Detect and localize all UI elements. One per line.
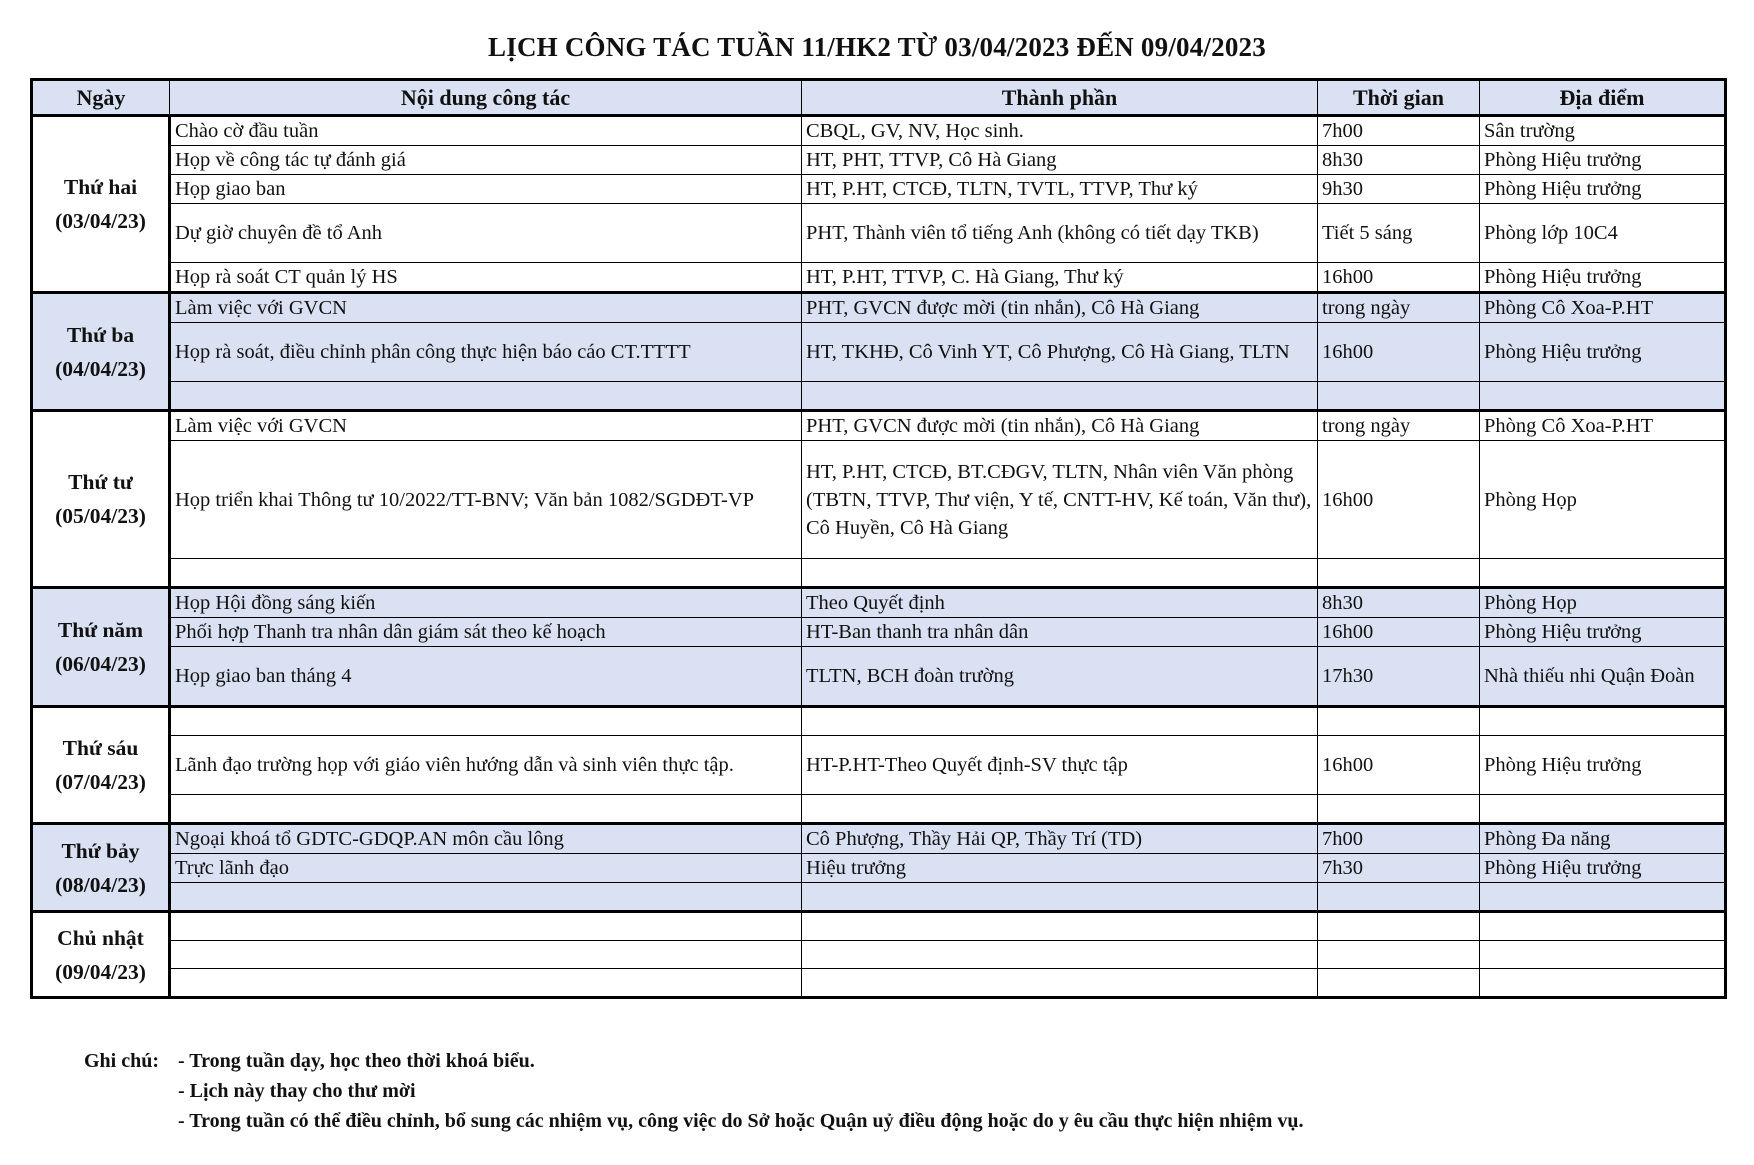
note-line: - Trong tuần có thể điều chỉnh, bổ sung các nhiệm vụ, công việc do Sở hoặc Quận uỷ điều động hoặc do y êu cầu thực hiện nhiệm vụ. [178,1110,1304,1132]
table-row [32,941,1726,969]
table-row [32,175,1726,204]
cell-content: Ngoại khoá tổ GDTC-GDQP.AN môn cầu lông [170,824,802,854]
table-row [32,263,1726,293]
cell-time [1318,707,1480,736]
table-row [32,795,1726,824]
table-row [32,647,1726,707]
day-date: (06/04/23) [55,652,146,676]
cell-place: Phòng Đa năng [1480,824,1726,854]
cell-content [170,382,802,411]
cell-content: Làm việc với GVCN [170,293,802,323]
cell-members: HT, PHT, TTVP, Cô Hà Giang [802,146,1318,175]
cell-place: Phòng Hiệu trưởng [1480,736,1726,795]
day-date: (03/04/23) [55,209,146,233]
note-line: - Lịch này thay cho thư mời [178,1080,416,1102]
cell-time [1318,941,1480,969]
cell-content: Dự giờ chuyên đề tổ Anh [170,204,802,263]
cell-place: Phòng lớp 10C4 [1480,204,1726,263]
cell-place: Phòng Hiệu trưởng [1480,146,1726,175]
cell-place [1480,559,1726,588]
cell-members [802,707,1318,736]
schedule-body [32,116,1726,998]
cell-place: Phòng Hiệu trưởng [1480,854,1726,883]
cell-place: Phòng Hiệu trưởng [1480,618,1726,647]
table-row [32,854,1726,883]
schedule-table [30,78,1727,999]
cell-time [1318,795,1480,824]
cell-members [802,941,1318,969]
day-name: Thứ ba [66,322,135,347]
day-name: Chủ nhật [57,925,144,950]
cell-time: trong ngày [1318,293,1480,323]
day-cell [32,293,170,411]
notes-label: Ghi chú: [84,1050,160,1072]
cell-members: HT, P.HT, CTCĐ, TLTN, TVTL, TTVP, Thư ký [802,175,1318,204]
day-date: (09/04/23) [55,959,146,984]
cell-time: 7h00 [1318,824,1480,854]
cell-time: 9h30 [1318,175,1480,204]
cell-place: Phòng Hiệu trưởng [1480,175,1726,204]
table-row [32,736,1726,795]
cell-time: Tiết 5 sáng [1318,204,1480,263]
cell-content: Lãnh đạo trường họp với giáo viên hướng dẫn và sinh viên thực tập. [170,736,802,795]
cell-place [1480,707,1726,736]
cell-place [1480,883,1726,912]
table-row [32,146,1726,175]
cell-time [1318,969,1480,998]
cell-content: Chào cờ đầu tuần [170,116,802,146]
cell-time: 16h00 [1318,441,1480,559]
cell-members: HT, TKHĐ, Cô Vinh YT, Cô Phượng, Cô Hà Giang, TLTN [802,323,1318,382]
day-cell [32,116,170,293]
cell-members: HT, P.HT, CTCĐ, BT.CĐGV, TLTN, Nhân viên Văn phòng (TBTN, TTVP, Thư viện, Y tế, CNTT-HV, Kế toán, Văn thư), Cô Huyền, Cô Hà Giang [802,441,1318,559]
cell-place [1480,795,1726,824]
table-row [32,588,1726,618]
cell-members [802,795,1318,824]
cell-content: Họp giao ban tháng 4 [170,647,802,707]
col-header-place: Địa điểm [1480,80,1726,116]
cell-place: Nhà thiếu nhi Quận Đoàn [1480,647,1726,707]
day-cell [32,588,170,707]
cell-members [802,382,1318,411]
cell-time: 7h00 [1318,116,1480,146]
cell-content [170,559,802,588]
cell-time: 8h30 [1318,146,1480,175]
cell-time: 8h30 [1318,588,1480,618]
cell-members: Cô Phượng, Thầy Hải QP, Thầy Trí (TD) [802,824,1318,854]
cell-place: Phòng Cô Xoa-P.HT [1480,411,1726,441]
table-row [32,116,1726,146]
cell-place: Phòng Hiệu trưởng [1480,263,1726,293]
cell-members: TLTN, BCH đoàn trường [802,647,1318,707]
cell-members: HT-P.HT-Theo Quyết định-SV thực tập [802,736,1318,795]
table-row [32,382,1726,411]
col-header-time: Thời gian [1318,80,1480,116]
table-row [32,618,1726,647]
header-row [32,80,1726,116]
cell-content: Họp Hội đồng sáng kiến [170,588,802,618]
cell-content [170,883,802,912]
cell-content [170,707,802,736]
cell-place: Phòng Cô Xoa-P.HT [1480,293,1726,323]
cell-members [802,883,1318,912]
day-cell [32,912,170,998]
cell-place: Phòng Họp [1480,588,1726,618]
day-name: Thứ năm [57,618,144,642]
cell-members: HT-Ban thanh tra nhân dân [802,618,1318,647]
cell-content: Họp rà soát CT quản lý HS [170,263,802,293]
day-name: Thứ tư [68,470,133,494]
col-header-content: Nội dung công tác [170,80,802,116]
col-header-members: Thành phần [802,80,1318,116]
cell-members: PHT, GVCN được mời (tin nhắn), Cô Hà Giang [802,293,1318,323]
table-row [32,883,1726,912]
table-row [32,441,1726,559]
cell-time [1318,382,1480,411]
day-date: (08/04/23) [55,872,146,897]
cell-members: PHT, GVCN được mời (tin nhắn), Cô Hà Giang [802,411,1318,441]
cell-content: Phối hợp Thanh tra nhân dân giám sát theo kế hoạch [170,618,802,647]
cell-place [1480,969,1726,998]
table-row [32,559,1726,588]
cell-content [170,912,802,941]
cell-place: Phòng Họp [1480,441,1726,559]
page-title: LỊCH CÔNG TÁC TUẦN 11/HK2 TỪ 03/04/2023 ĐẾN 09/04/2023 [488,32,1266,62]
cell-content: Họp về công tác tự đánh giá [170,146,802,175]
table-row [32,969,1726,998]
cell-place: Sân trường [1480,116,1726,146]
day-name: Thứ sáu [62,736,139,760]
cell-content [170,795,802,824]
day-name: Thứ hai [63,175,138,199]
cell-members [802,912,1318,941]
day-date: (07/04/23) [55,770,146,794]
cell-members [802,969,1318,998]
day-date: (04/04/23) [55,356,146,381]
cell-time: 7h30 [1318,854,1480,883]
cell-content: Họp triển khai Thông tư 10/2022/TT-BNV; Văn bản 1082/SGDĐT-VP [170,441,802,559]
cell-place [1480,382,1726,411]
col-header-day: Ngày [32,80,170,116]
day-cell [32,824,170,912]
cell-content [170,969,802,998]
note-line: - Trong tuần dạy, học theo thời khoá biểu. [178,1050,535,1072]
cell-place: Phòng Hiệu trưởng [1480,323,1726,382]
cell-time: 16h00 [1318,263,1480,293]
cell-members: Theo Quyết định [802,588,1318,618]
cell-place [1480,941,1726,969]
cell-content: Họp giao ban [170,175,802,204]
cell-content: Làm việc với GVCN [170,411,802,441]
cell-time: trong ngày [1318,411,1480,441]
table-row [32,204,1726,263]
table-row [32,707,1726,736]
day-cell [32,707,170,824]
day-date: (05/04/23) [55,504,146,528]
cell-place [1480,912,1726,941]
table-row [32,323,1726,382]
cell-time: 16h00 [1318,618,1480,647]
day-name: Thứ bảy [61,838,140,863]
table-row [32,912,1726,941]
table-row [32,293,1726,323]
cell-members: Hiệu trưởng [802,854,1318,883]
cell-content: Họp rà soát, điều chỉnh phân công thực hiện báo cáo CT.TTTT [170,323,802,382]
cell-members: PHT, Thành viên tổ tiếng Anh (không có tiết dạy TKB) [802,204,1318,263]
day-cell [32,411,170,588]
cell-content [170,941,802,969]
cell-time [1318,883,1480,912]
cell-time: 16h00 [1318,323,1480,382]
cell-members [802,559,1318,588]
cell-time [1318,912,1480,941]
cell-members: HT, P.HT, TTVP, C. Hà Giang, Thư ký [802,263,1318,293]
cell-time [1318,559,1480,588]
cell-time: 16h00 [1318,736,1480,795]
cell-members: CBQL, GV, NV, Học sinh. [802,116,1318,146]
cell-content: Trực lãnh đạo [170,854,802,883]
cell-time: 17h30 [1318,647,1480,707]
table-row [32,824,1726,854]
table-row [32,411,1726,441]
